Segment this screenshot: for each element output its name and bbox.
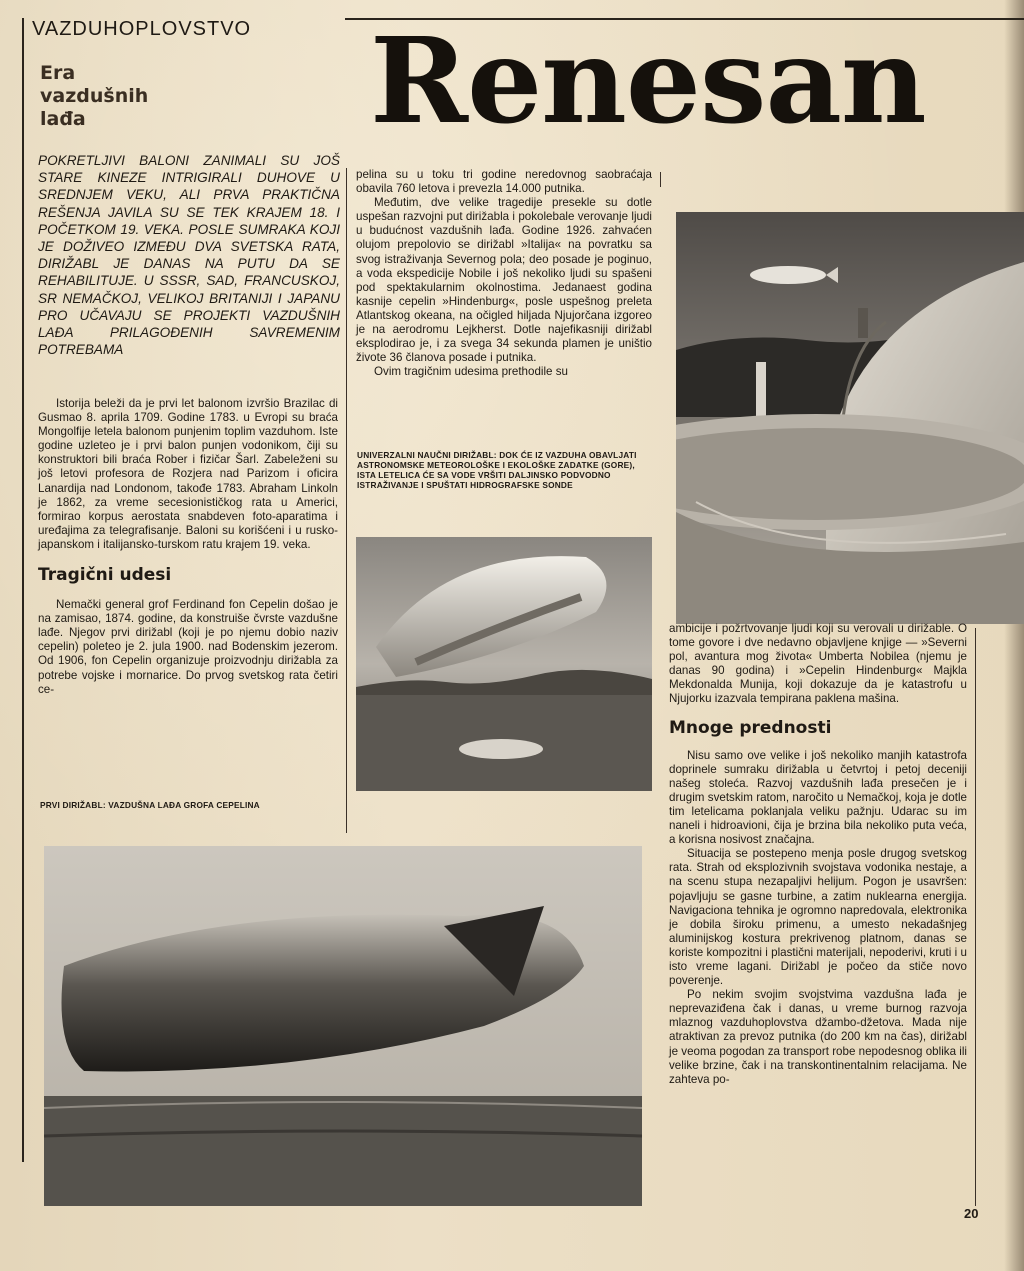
article-deck [40,62,180,131]
column-3 [669,622,967,1087]
col1-subhead: Tragični udesi [38,565,172,586]
article-lead: POKRETLJIVI BALONI ZANIMALI SU JOŠ STARE KINEZE INTRIGIRALI DUHOVE U SREDNJEM VEKU, ALI PRVA PRAKTIČNA REŠENJA JAVILA SU SE TEK KRAJEM 18. I POČETKOM 19. VEKA. POSLE SUMRAKA KOJI JE DOŽIVEO IZMEĐU DVA SVETSKA RATA, DIRIŽABL JE DANAS NA PUTU DA SE REHABILITUJE. U SSSR, SAD, FRANCUSKOJ, SR NEMAČKOJ, VELIKOJ BRITANIJI I JAPANU PRO UČAVAJU SE PROJEKTI VAZDUŠNIH LAĐA PRILAGOĐENIH SAVREMENIM POTREBAMA [38,153,340,358]
col3-subhead: Mnoge prednosti [669,717,832,738]
column-rule-2-top [660,172,661,187]
col1-paragraph-2: Nemački general grof Ferdinand fon Cepelin došao je na zamisao, 1874. godine, da konstruiše čvrste vazdušne lađe. Njegov prvi dirižabl (koji je po njemu dobio naziv cepelin) poleteo je 2. jula 1900. nad Bodenskim jezerom. Od 1906, fon Cepelin organizuje proizvodnju dirižabla za potrebe vojske i mornarice. Do prvog svetskog rata četiri ce- [38,598,338,696]
caption-first-zeppelin: PRVI DIRIŽABL: VAZDUŠNA LAĐA GROFA CEPELINA [40,800,260,810]
col2-paragraph-3: Ovim tragičnim udesima prethodile su [374,365,568,379]
section-label: VAZDUHOPLOVSTVO [22,18,251,42]
photo-airship-hangar [676,212,1024,624]
caption-scientific-airship: UNIVERZALNI NAUČNI DIRIŽABL: DOK ĆE IZ VAZDUHA OBAVLJATI ASTRONOMSKE METEOROLOŠKE I EKOLOŠKE ZADATKE (GORE), ISTA LETELICA ĆE SA VODE VRŠITI DALJINSKO PODVODNO ISTRAŽIVANJE I SPUŠTATI HIDROGRAFSKE SONDE [357,450,637,490]
photo-zeppelin-on-lake-image [44,846,642,1206]
header-rule [345,18,1024,20]
deck-line-3: lađa [40,108,86,130]
col2-paragraph-2: Međutim, dve velike tragedije presekle su dotle uspešan razvojni put dirižabla i pokolebale verovanje ljudi u budućnost vazdušnih lađa. Godine 1926. zahvaćen olujom prepolovio se dirižabl »Italija« na povratku sa svog istraživanja Severnog pola; deo posade je poginuo, a voda ekspedicije Nobile i još nekoliko ljudi su spašeni pod spektakularnim okolnostima. Jedanaest godina kasnije cepelin »Hindenburg«, posle uspešnog preleta Atlantskog okeana, na očigled hiljada Njujorčana izgoreo je na aerodromu Lejkherst. Dotle najefikasniji dirižabl eksplodirao je, i za svega 34 sekunda plamen je uništio živote 36 članova posade i putnika. [356,196,652,365]
deck-line-2: vazdušnih [40,85,149,107]
article-headline: Renesan [370,22,926,142]
photo-zeppelin-on-lake [44,846,642,1206]
column-1 [38,397,338,697]
deck-line-1: Era [40,62,76,84]
col1-paragraph-1: Istorija beleži da je prvi let balonom izvršio Brazilac di Gusmao 8. aprila 1709. Godine 1783. u Evropi su braća Mongolfije letela balonom punjenim toplim vazduhom. Iste godine uzleteo je i prvi balon punjen vodonikom, čiji su konstruktori bili braća Rober i fizičar Šarl. Zabeleženi su još letovi profesora de Rozjera nad Parizom i oficira Lanardija nad Londonom, takođe 1783. Abraham Linkoln je 1862, za vreme secesionističkog rata u Americi, formirao korpus aerostata snabdeven foto-aparatima i uređajima za telegrafisanje. Baloni su korišćeni i u rusko-japanskom i italijansko-turskom ratu krajem 19. veka. [38,397,338,551]
column-rule-3 [975,628,976,1206]
photo-airship-over-water-image [356,537,652,791]
page-number: 20 [964,1206,979,1221]
column-rule-1 [346,168,347,833]
col3-paragraph-2: Nisu samo ove velike i još nekoliko manjih katastrofa doprinele sumraku dirižabla u četvrtoj i petoj deceniji našeg stoleća. Razvoj vazdušnih lađa presečen je i drugim svetskim ratom, naročito u Nemačkoj, koja je dotle tim letelicama poklanjala veliku pažnju. Udarac su im naneli i hidroavioni, čija je brzina bila nekoliko puta veća, a korisna nosivost značajna. [669,748,967,847]
col2-paragraph-1: pelina su u toku tri godine neredovnog saobraćaja obavila 760 letova i prevezla 14.000 putnika. [356,168,652,196]
photo-airship-hangar-image [676,212,1024,624]
column-2 [356,168,652,379]
page-binding-shadow [1004,0,1024,1271]
col3-paragraph-4: Po nekim svojim svojstvima vazdušna lađa je neprevaziđena čak i danas, u vreme burnog razvoja mlaznog vazduhoplovstva džambo-džetova. Mada nije atraktivan za prevoz putnika (do 200 km na čas), dirižabl je veoma pogodan za transport robe nepodesnog oblika ili velike brzine, čak i na transkontinentalnim relacijama. Ne zahteva po- [669,988,967,1086]
col3-paragraph-1: ambicije i požrtvovanje ljudi koji su verovali u dirižable. O tome govore i dve nedavno objavljene knjige — »Severni pol, avantura mog života« Umberta Nobilea (njemu je danas 90 godina) i »Cepelin Hindenburg« Majkla Mekdonalda Munija, koji dokazuje da je katastrofu u Njujorku izazvala tempirana paklena mašina. [669,622,967,706]
col3-paragraph-3: Situacija se postepeno menja posle drugog svetskog rata. Strah od eksplozivnih svojstava vodonika nestaje, a na scenu stupa nezapaljivi helijum. Pogon je usavršen: pojavljuju se gasne turbine, a zatim nuklearna energija. Navigaciona tehnika je ogromno napredovala, elektronika je dobila široku primenu, a umesto nekadašnjeg aluminijskog kostura prekrivenog platnom, danas se koriste kompozitni i plastični materijali, nepoderivi, kruti i u isto vreme lagani. Dirižabl je počeo da stiče novo poverenje. [669,847,967,988]
photo-airship-over-water [356,537,652,791]
